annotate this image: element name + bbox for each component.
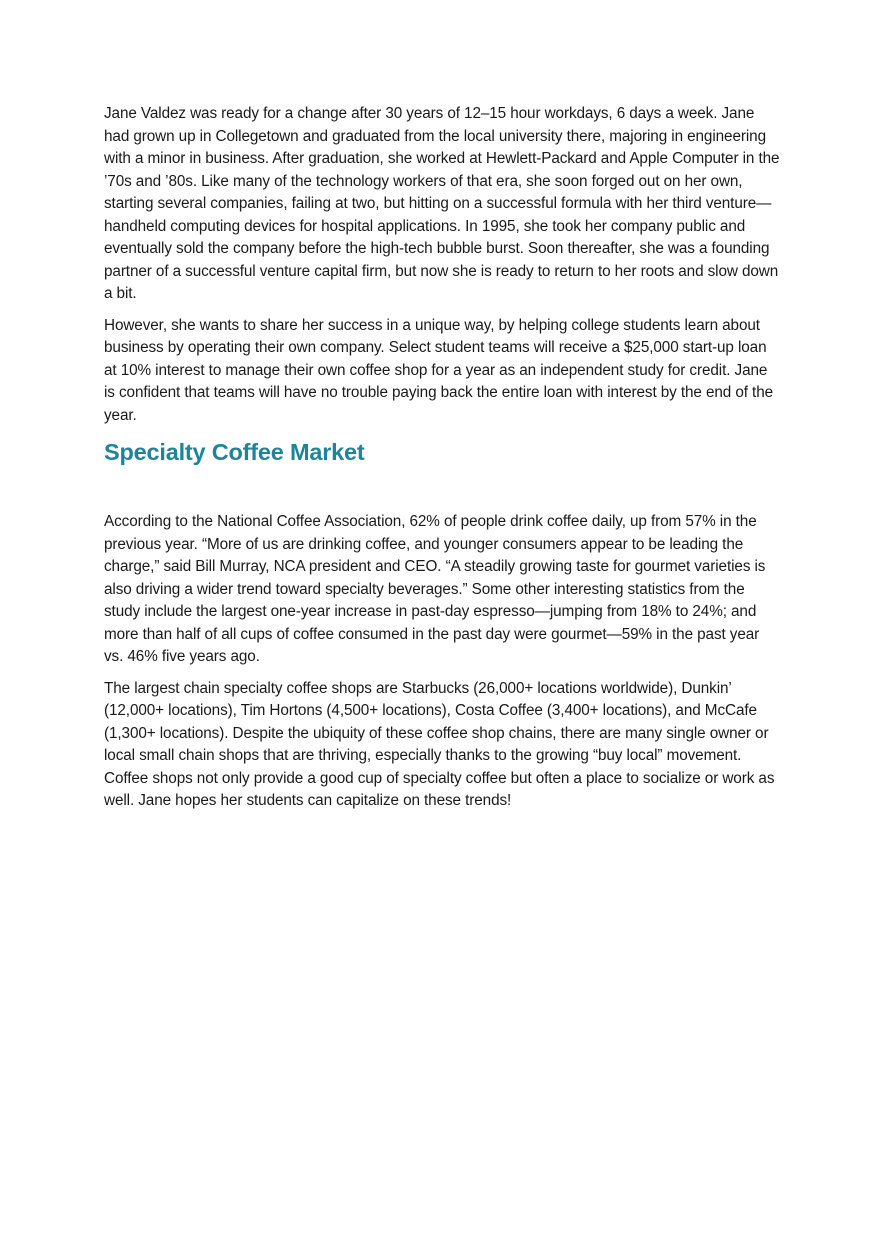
section-paragraph-2: The largest chain specialty coffee shops are Starbucks (26,000+ locations worldwide), Dunkin’ (12,000+ locations), Tim Hortons (4,500+ locations), Costa Coffee (3,400+ locations), and McCafe (1,300+ locations). Despite the ubiquity of these coffee shop chains, there are many single owner or local small chain shops that are thriving, especially thanks to the growing “buy local” movement. Coffee shops not only provide a good cup of specialty coffee but often a place to socialize or work as well. Jane hopes her students can capitalize on these trends!	[104, 679, 775, 809]
section-paragraph-1: According to the National Coffee Association, 62% of people drink coffee daily, up from 57% in the previous year. “More of us are drinking coffee, and younger consumers appear to be leading the charge,” said Bill Murray, NCA president and CEO. “A steadily growing taste for gourmet varieties is also driving a wider trend toward specialty beverages.” Some other interesting statistics from the study include the largest one-year increase in past-day espresso—jumping from 18% to 24%; and more than half of all cups of coffee consumed in the past day were gourmet—59% in the past year vs. 46% five years ago.	[104, 513, 766, 665]
intro-paragraph-2: However, she wants to share her success in a unique way, by helping college students learn about business by operating their own company. Select student teams will receive a $25,000 start-up loan at 10% interest to manage their own coffee shop for a year as an independent study for credit. Jane is confident that teams will have no trouble paying back the entire loan with interest by the end of the year.	[104, 316, 774, 424]
section-heading: Specialty Coffee Market	[104, 439, 365, 465]
intro-paragraph-1: Jane Valdez was ready for a change after 30 years of 12–15 hour workdays, 6 days a week. Jane had grown up in Collegetown and graduated from the local university there, majoring in engineering with a minor in business. After graduation, she worked at Hewlett-Packard and Apple Computer in the ’70s and ’80s. Like many of the technology workers of that era, she soon forged out on her own, starting several companies, failing at two, but hitting on a successful formula with her third venture—handheld computing devices for hospital applications. In 1995, she took her company public and eventually sold the company before the high-tech bubble burst. Soon thereafter, she was a founding partner of a successful venture capital firm, but now she is ready to return to her roots and slow down a bit.	[104, 105, 780, 302]
heading-spacer	[104, 467, 780, 511]
document-content	[104, 103, 780, 822]
